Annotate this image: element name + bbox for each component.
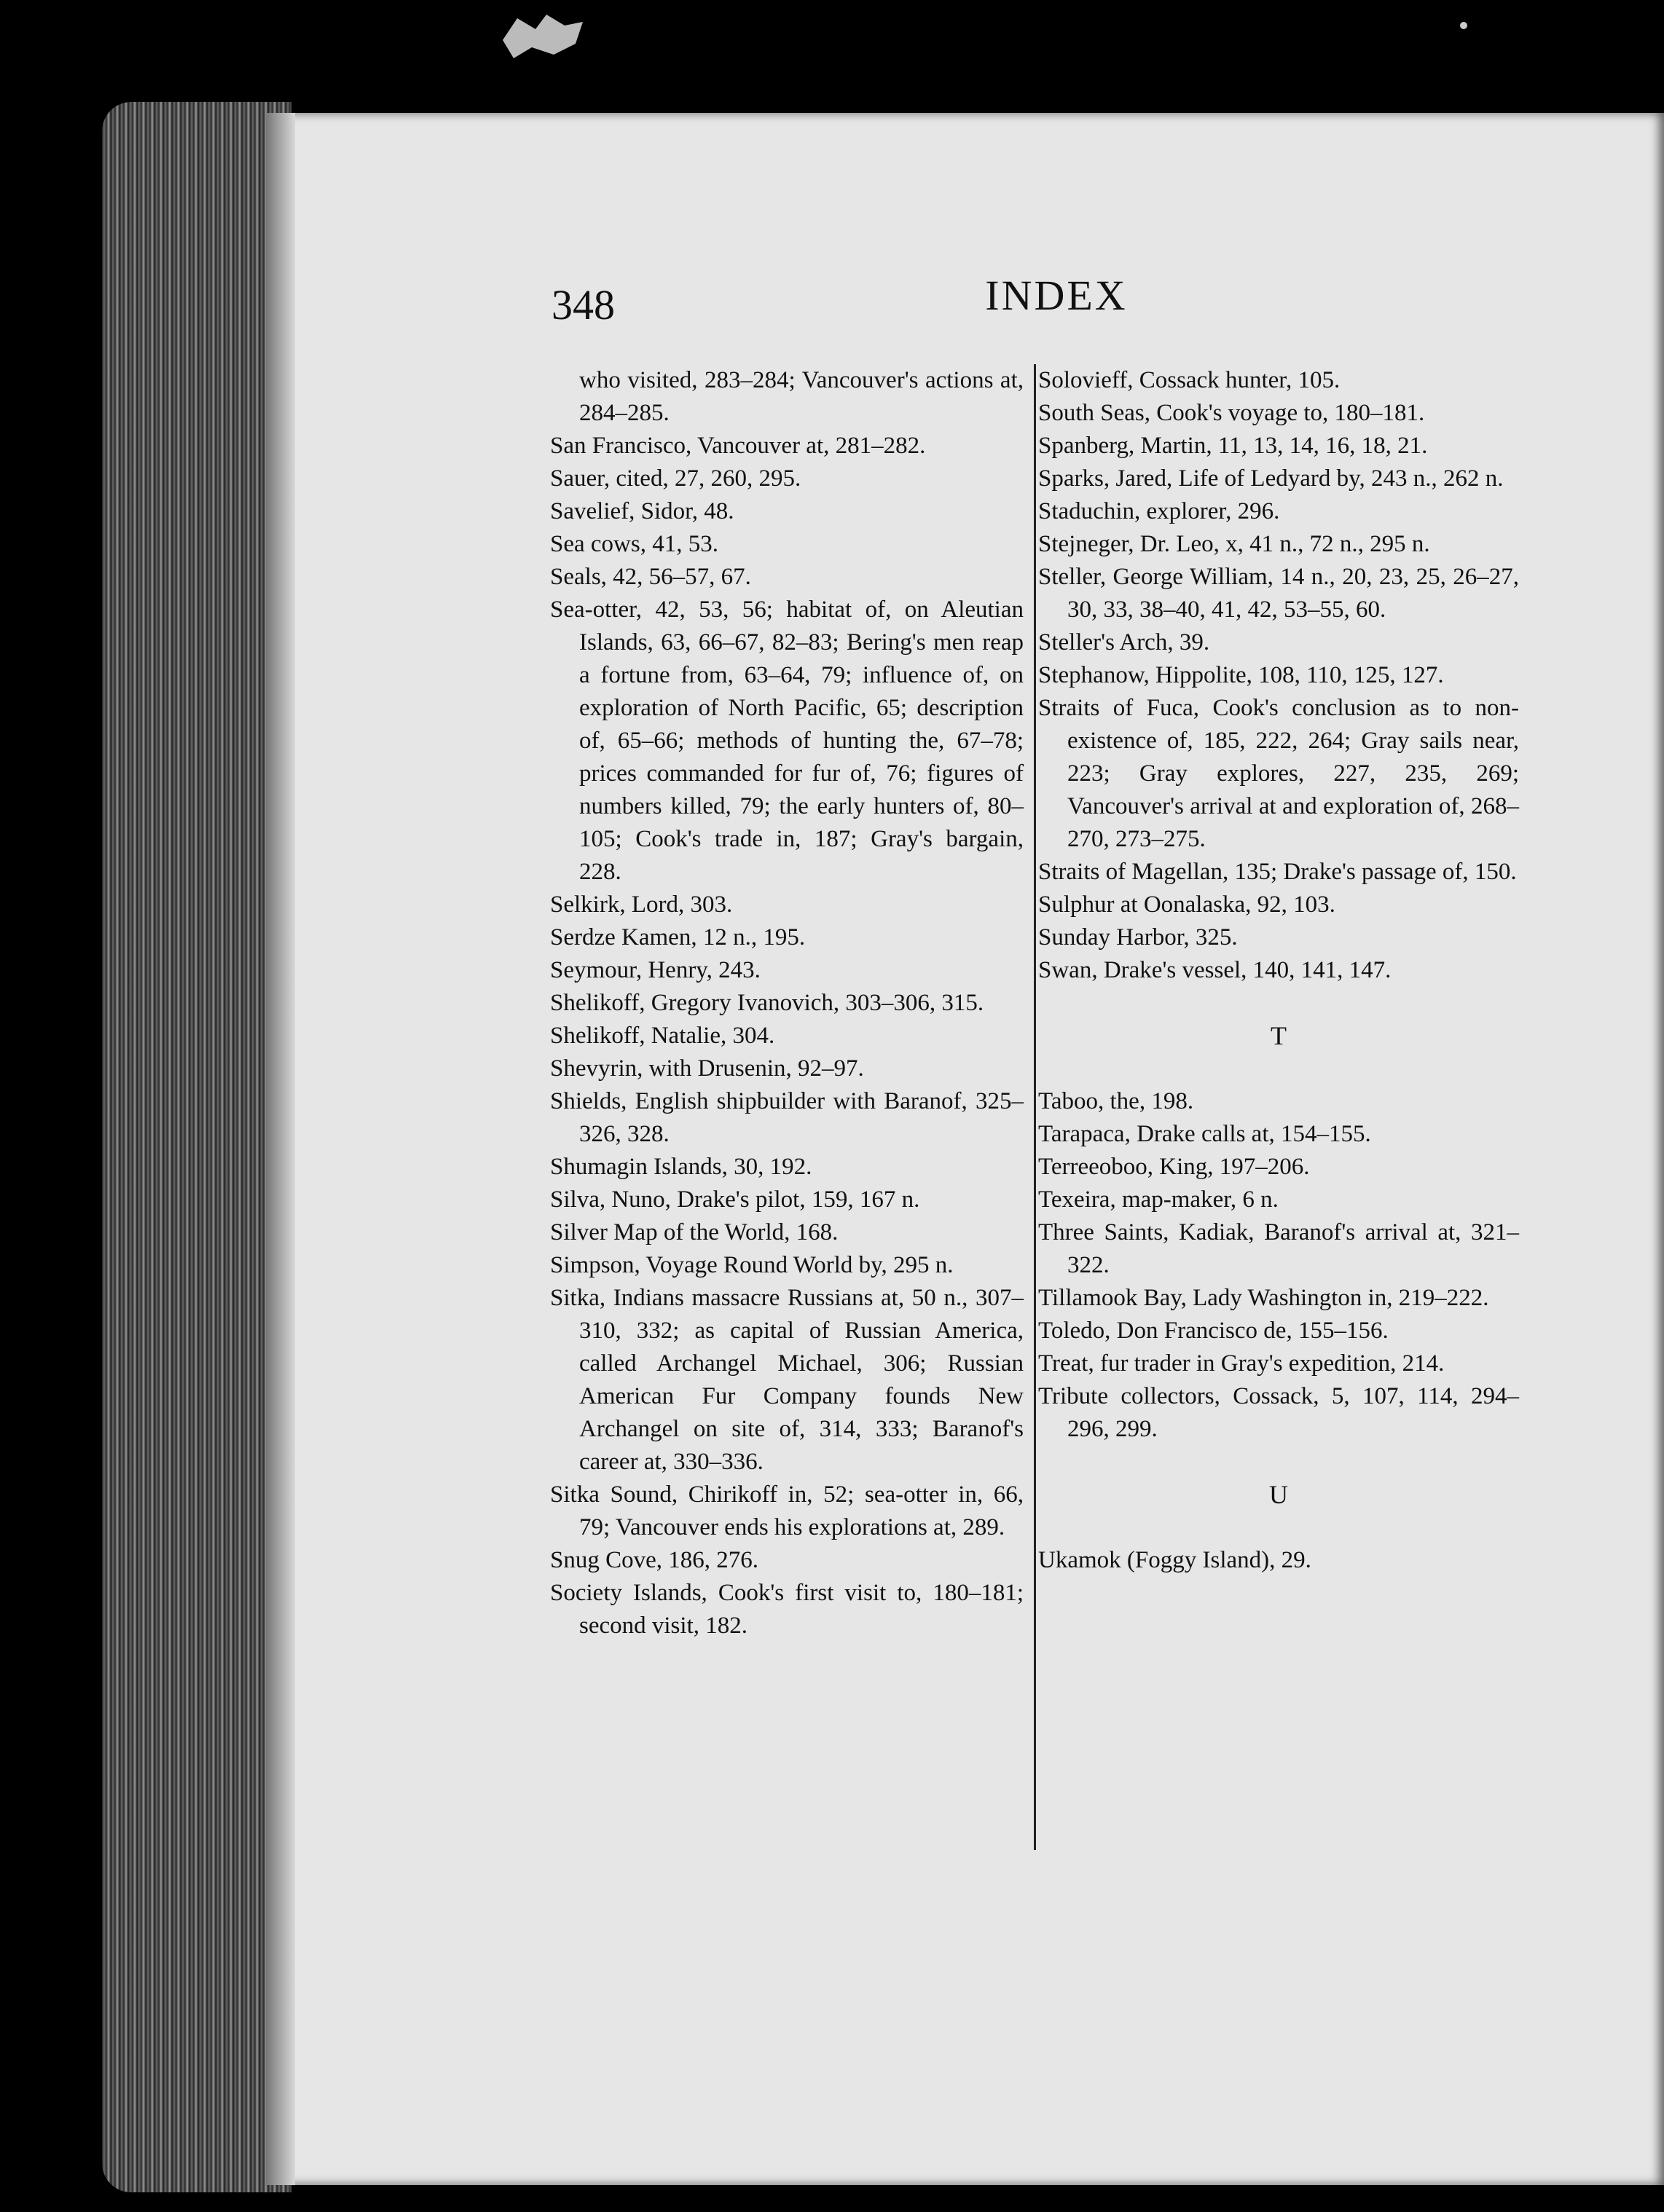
index-entry: Seymour, Henry, 243.	[550, 957, 761, 983]
index-entry: Straits of Magellan, 135; Drake's passage of, 150.	[1038, 859, 1517, 885]
index-entry: Taboo, the, 198.	[1038, 1088, 1194, 1114]
index-entry: Silver Map of the World, 168.	[550, 1219, 839, 1245]
index-entry: Silva, Nuno, Drake's pilot, 159, 167 n.	[550, 1186, 920, 1213]
index-entry: Shelikoff, Gregory Ivanovich, 303–306, 315.	[550, 990, 984, 1016]
index-entry: Treat, fur trader in Gray's expedition, 214.	[1038, 1350, 1445, 1377]
index-entry: Toledo, Don Francisco de, 155–156.	[1038, 1318, 1389, 1344]
section-letter-u: U	[1269, 1480, 1288, 1509]
section-letter-t: T	[1271, 1021, 1287, 1050]
index-entry: Simpson, Voyage Round World by, 295 n.	[550, 1252, 954, 1278]
page-gutter-shadow	[266, 113, 295, 2185]
paper-scrap-mark	[495, 11, 590, 62]
page-title: INDEX	[985, 272, 1128, 319]
index-entry: Serdze Kamen, 12 n., 195.	[550, 924, 806, 950]
index-entry: Terreeoboo, King, 197–206.	[1038, 1154, 1310, 1180]
index-entry: Sitka, Indians massacre Russians at, 50 n., 307–310, 332; as capital of Russian America, called Archangel Michael, 306; Russian American Fur Company founds New Archangel on site of, 314, 333; Baranof's career at, 330–336.	[550, 1285, 1024, 1475]
index-entry: Steller, George William, 14 n., 20, 23, 25, 26–27, 30, 33, 38–40, 41, 42, 53–55, 60.	[1038, 564, 1519, 623]
book-page-edges	[102, 102, 291, 2192]
index-column-right	[1038, 364, 1519, 1577]
index-entry: Steller's Arch, 39.	[1038, 629, 1210, 656]
index-entry: Sea-otter, 42, 53, 56; habitat of, on Aleutian Islands, 63, 66–67, 82–83; Bering's men reap a fortune from, 63–64, 79; influence of, on exploration of North Pacific, 65; description of, 65–66; methods of hunting the, 67–78; prices commanded for fur of, 76; figures of numbers killed, 79; the early hunters of, 80–105; Cook's trade in, 187; Gray's bargain, 228.	[550, 597, 1024, 885]
index-entry: Sitka Sound, Chirikoff in, 52; sea-otter in, 66, 79; Vancouver ends his explorations at, 289.	[550, 1481, 1024, 1540]
index-entry: Shelikoff, Natalie, 304.	[550, 1023, 775, 1049]
index-entry: Staduchin, explorer, 296.	[1038, 498, 1280, 524]
index-entry: Solovieff, Cossack hunter, 105.	[1038, 367, 1341, 393]
index-entry: Society Islands, Cook's first visit to, 180–181; second visit, 182.	[550, 1580, 1024, 1639]
index-entry: Spanberg, Martin, 11, 13, 14, 16, 18, 21.	[1038, 433, 1428, 459]
index-entry: Shevyrin, with Drusenin, 92–97.	[550, 1055, 864, 1082]
index-entry: South Seas, Cook's voyage to, 180–181.	[1038, 400, 1425, 426]
index-entry: Sunday Harbor, 325.	[1038, 924, 1238, 950]
index-entry: Tribute collectors, Cossack, 5, 107, 114, 294–296, 299.	[1038, 1383, 1519, 1442]
index-entry: San Francisco, Vancouver at, 281–282.	[550, 433, 926, 459]
index-entry: Snug Cove, 186, 276.	[550, 1547, 759, 1573]
index-entry: Texeira, map-maker, 6 n.	[1038, 1186, 1279, 1213]
index-entry: Tillamook Bay, Lady Washington in, 219–222.	[1038, 1285, 1489, 1311]
index-entry: Selkirk, Lord, 303.	[550, 892, 733, 918]
index-entry: Seals, 42, 56–57, 67.	[550, 564, 751, 590]
index-entry: Tarapaca, Drake calls at, 154–155.	[1038, 1121, 1371, 1147]
index-entry: Savelief, Sidor, 48.	[550, 498, 734, 524]
page-number: 348	[552, 281, 615, 328]
index-entry: Shields, English shipbuilder with Baranof, 325–326, 328.	[550, 1088, 1024, 1147]
index-entry: Sauer, cited, 27, 260, 295.	[550, 465, 801, 492]
index-entry: Sulphur at Oonalaska, 92, 103.	[1038, 892, 1335, 918]
index-entry: Swan, Drake's vessel, 140, 141, 147.	[1038, 957, 1392, 983]
index-entry: Shumagin Islands, 30, 192.	[550, 1154, 812, 1180]
index-column-left	[550, 364, 1024, 1642]
index-entry: who visited, 283–284; Vancouver's actions at, 284–285.	[579, 367, 1024, 426]
index-entry: Sea cows, 41, 53.	[550, 531, 718, 557]
index-entry: Sparks, Jared, Life of Ledyard by, 243 n., 262 n.	[1038, 465, 1504, 492]
index-entry: Ukamok (Foggy Island), 29.	[1038, 1547, 1311, 1573]
index-entry: Stephanow, Hippolite, 108, 110, 125, 127.	[1038, 662, 1444, 688]
index-entry: Three Saints, Kadiak, Baranof's arrival at, 321–322.	[1038, 1219, 1519, 1278]
index-entry: Stejneger, Dr. Leo, x, 41 n., 72 n., 295 n.	[1038, 531, 1430, 557]
index-entry: Straits of Fuca, Cook's conclusion as to non-existence of, 185, 222, 264; Gray sails near, 223; Gray explores, 227, 235, 269; Vancouver's arrival at and exploration of, 268–270, 273–275.	[1038, 695, 1519, 852]
speck-mark	[1460, 22, 1467, 29]
column-divider	[1034, 364, 1036, 1850]
